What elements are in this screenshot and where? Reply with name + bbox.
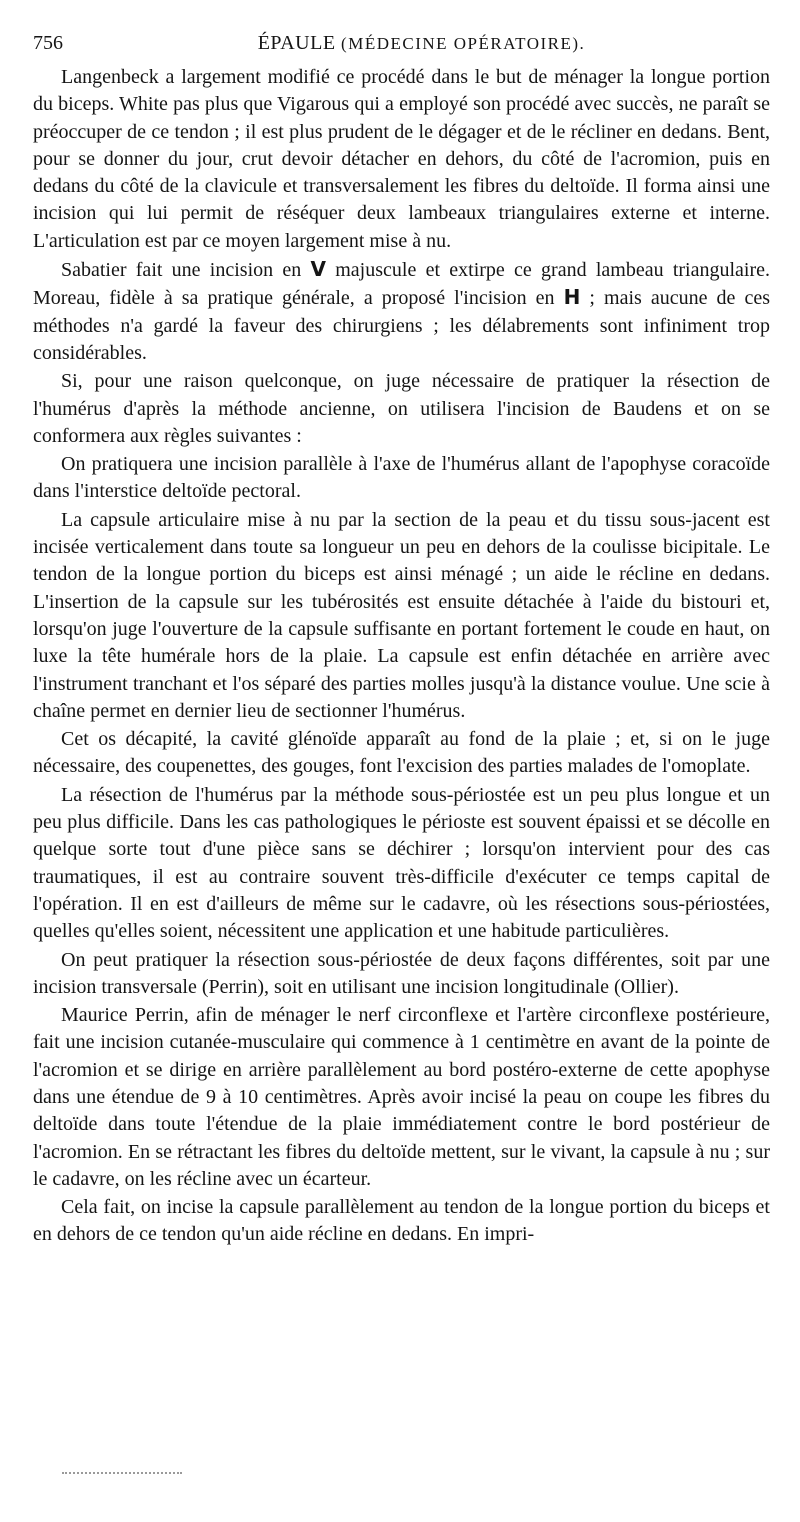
page-number: 756 [33, 32, 63, 54]
paragraph-incision-parallele: On pratiquera une incision parallèle à l'axe de l'humérus allant de l'apophyse coracoïde dans l'interstice deltoïde pectoral. [33, 453, 770, 503]
paragraph-perrin: Maurice Perrin, afin de ménager le nerf circonflexe et l'artère circonflexe postérieure, fait une incision cutanée-musculaire qui commence à 1 centimètre en avant de la pointe de l'acromion et se dirige en arrière parallèlement au bord postéro-externe de cette apophyse dans une étendue de 9 à 10 centimètres. Après avoir incisé la peau on coupe les fibres du deltoïde dans toute l'étendue de la plaie immédiatement contre le bord postérieur de l'acromion. En se rétractant les fibres du deltoïde mettent, sur le vivant, la capsule à nu ; sur le cadavre, on les récline avec un écarteur. [33, 1004, 770, 1190]
paragraph-sabatier [33, 256, 770, 367]
paragraph-sabatier-part-1: Sabatier fait une incision en [61, 259, 311, 282]
body-text [33, 64, 770, 1249]
running-title-sub: (MÉDECINE OPÉRATOIRE). [341, 34, 586, 53]
running-title [33, 28, 770, 59]
paragraph-sabatier-part-2: majuscule et extirpe ce grand lambeau triangulaire. Moreau, fidèle à sa pratique générale, a proposé l'incision en [33, 259, 770, 310]
paragraph-cavite-glenoide: Cet os décapité, la cavité glénoïde apparaît au fond de la plaie ; et, si on le juge nécessaire, des coupenettes, des gouges, font l'excision des parties malades de l'omoplate. [33, 728, 770, 778]
paragraph-sous-periostee: La résection de l'humérus par la méthode sous-périostée est un peu plus longue et un peu plus difficile. Dans les cas pathologiques le périoste est souvent épaissi et se décolle en quelque sorte tout d'une pièce sans se déchirer ; lorsqu'on intervient pour des cas traumatiques, il est au contraire souvent très-difficile d'exécuter ce temps capital de l'opération. Il en est d'ailleurs de même sur le cadavre, où les résections sous-périostées, quelles qu'elles soient, nécessitent une application et une habitude particulières. [33, 783, 770, 943]
paragraph-cela-fait: Cela fait, on incise la capsule parallèlement au tendon de la longue portion du biceps et en dehors de ce tendon qu'un aide récline en dedans. En impri- [33, 1196, 770, 1246]
running-head [33, 28, 770, 64]
paragraph-sabatier-part-3: ; mais aucune de ces méthodes n'a gardé la faveur des chirurgiens ; les délabrements sont infiniment trop considérables. [33, 287, 771, 364]
paragraph-deux-facons: On peut pratiquer la résection sous-périostée de deux façons différentes, soit par une incision transversale (Perrin), soit en utilisant une incision longitudinale (Ollier). [33, 948, 770, 998]
paragraph-methode-ancienne: Si, pour une raison quelconque, on juge nécessaire de pratiquer la résection de l'humérus d'après la méthode ancienne, on utilisera l'incision de Baudens et on se conformera aux règles suivantes : [33, 370, 770, 447]
paragraph-capsule: La capsule articulaire mise à nu par la section de la peau et du tissu sous-jacent est incisée verticalement dans toute sa longueur un peu en dehors de la coulisse bicipitale. Le tendon de la longue portion du biceps est ainsi ménagé ; un aide le récline en dedans. L'insertion de la capsule sur les tubérosités est ensuite détachée à l'aide du bistouri et, lorsqu'on juge l'ouverture de la capsule suffisante en portant fortement le coude en haut, on luxe la tête humérale hors de la plaie. La capsule est enfin détachée en arrière avec l'instrument tranchant et l'os séparé des parties molles jusqu'à la distance voulue. Une scie à chaîne permet en dernier lieu de sectionner l'humérus. [33, 508, 770, 722]
bottom-rule [62, 1472, 182, 1474]
v-incision-letter: V [310, 257, 326, 282]
running-title-main: ÉPAULE [257, 32, 336, 54]
paragraph-langenbeck: Langenbeck a largement modifié ce procédé dans le but de ménager la longue portion du biceps. White pas plus que Vigarous qui a employé son procédé avec succès, ne paraît se préoccuper de ce tendon ; il est plus prudent de le dégager et de le récliner en dedans. Bent, pour se donner du jour, crut devoir détacher en dehors, du côté de l'acromion, puis en dedans du côté de la clavicule et transversalement les fibres du deltoïde. Il forma ainsi une incision qui lui permit de réséquer deux lambeaux triangulaires externe et interne. L'articulation est par ce moyen largement mise à nu. [33, 66, 770, 252]
h-incision-letter: H [563, 285, 581, 310]
